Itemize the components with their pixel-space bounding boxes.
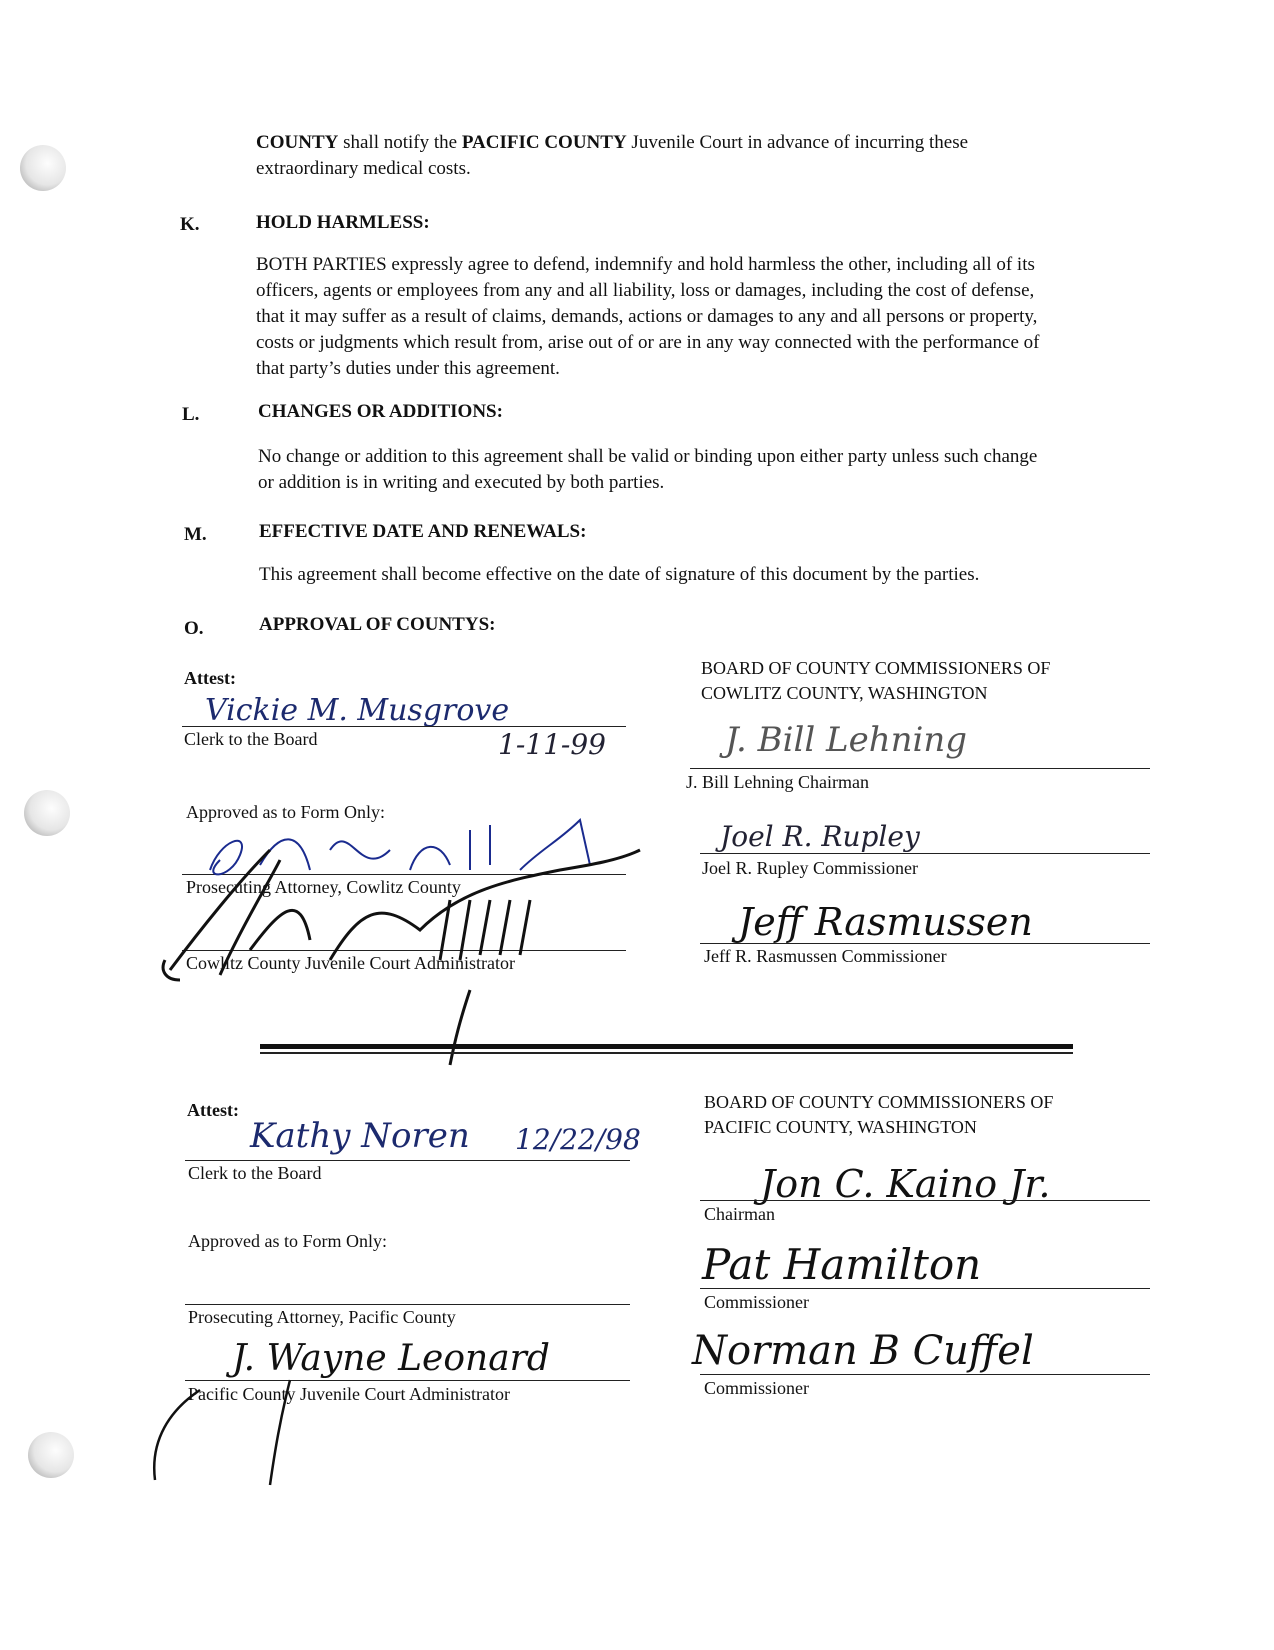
pacific-attest-label: Attest: <box>187 1100 239 1120</box>
punch-hole-middle <box>24 790 70 836</box>
cowlitz-chair-signature: J. Bill Lehning <box>725 720 968 760</box>
cowlitz-approved-label: Approved as to Form Only: <box>186 802 385 822</box>
pacific-comm1-signature: Pat Hamilton <box>702 1240 982 1289</box>
continuation-paragraph: COUNTY shall notify the PACIFIC COUNTY Juvenile Court in advance of incurring these extraordinary medical costs. <box>256 132 969 179</box>
punch-hole-bottom <box>28 1432 74 1478</box>
section-l-heading: CHANGES OR ADDITIONS: <box>258 401 503 422</box>
section-o-letter: O. <box>184 618 204 639</box>
pacific-approved-label: Approved as to Form Only: <box>188 1231 387 1251</box>
pacific-county-bold: PACIFIC COUNTY <box>461 132 627 153</box>
pacific-comm2-signature: Norman B Cuffel <box>692 1328 1034 1374</box>
pacific-juvenile-flourish-svg <box>140 1370 340 1490</box>
pacific-prosecutor-label: Prosecuting Attorney, Pacific County <box>188 1307 456 1327</box>
pacific-chair-line <box>700 1200 1150 1201</box>
county-bold: COUNTY <box>256 132 339 153</box>
section-m-heading: EFFECTIVE DATE AND RENEWALS: <box>259 521 587 542</box>
section-l-letter: L. <box>182 404 200 425</box>
pacific-chair-signature: Jon C. Kaino Jr. <box>760 1162 1051 1206</box>
cowlitz-chair-label: J. Bill Lehning Chairman <box>686 772 869 792</box>
pacific-juvenile-signature: J. Wayne Leonard <box>232 1338 550 1379</box>
cowlitz-attest-label: Attest: <box>184 668 236 688</box>
cowlitz-juvenile-label: Cowlitz County Juvenile Court Administrator <box>186 953 515 973</box>
cowlitz-clerk-signature: Vickie M. Musgrove <box>205 693 510 728</box>
pacific-board-line2: PACIFIC COUNTY, WASHINGTON <box>704 1117 977 1137</box>
pacific-clerk-label: Clerk to the Board <box>188 1163 322 1183</box>
pacific-clerk-line <box>185 1160 630 1161</box>
section-o-heading: APPROVAL OF COUNTYS: <box>259 614 496 635</box>
section-k-heading: HOLD HARMLESS: <box>256 212 430 233</box>
pacific-board-line1: BOARD OF COUNTY COMMISSIONERS OF <box>704 1092 1054 1112</box>
section-l-body: No change or addition to this agreement shall be valid or binding upon either party unless such change or addition is in writing and executed by both parties. <box>258 446 1038 493</box>
cowlitz-clerk-label: Clerk to the Board <box>184 729 318 749</box>
section-separator-thin <box>260 1052 1073 1054</box>
section-separator <box>260 1044 1073 1049</box>
pacific-juvenile-label: Pacific County Juvenile Court Administrator <box>188 1384 510 1404</box>
cowlitz-board-line1: BOARD OF COUNTY COMMISSIONERS OF <box>701 658 1051 678</box>
section-k-body: BOTH PARTIES expressly agree to defend, indemnify and hold harmless the other, including all of its officers, agents or employees from any and all liability, loss or damages, including the cost of defense, that it may suffer as a result of claims, demands, actions or damages to any and all persons or property, costs or judgments which result from, arise out of or are in any way connected with the performance of that party’s duties under this agreement. <box>256 254 1040 379</box>
section-m-body: This agreement shall become effective on the date of signature of this document by the parties. <box>259 564 980 585</box>
cowlitz-rupley-signature: Joel R. Rupley <box>720 820 920 853</box>
cowlitz-board-line2: COWLITZ COUNTY, WASHINGTON <box>701 683 988 703</box>
section-m-letter: M. <box>184 524 207 545</box>
pacific-comm2-line <box>700 1374 1150 1375</box>
pacific-clerk-date: 12/22/98 <box>515 1123 641 1156</box>
pacific-comm2-label: Commissioner <box>704 1378 810 1398</box>
cowlitz-clerk-line <box>182 726 626 727</box>
cowlitz-rasmussen-label: Jeff R. Rasmussen Commissioner <box>704 946 947 966</box>
cowlitz-rasmussen-line <box>700 943 1150 944</box>
cowlitz-rupley-label: Joel R. Rupley Commissioner <box>702 858 918 878</box>
pacific-clerk-signature: Kathy Noren <box>250 1116 470 1156</box>
cowlitz-rupley-line <box>700 853 1150 854</box>
punch-hole-top <box>20 145 66 191</box>
pacific-comm1-line <box>700 1288 1150 1289</box>
cowlitz-chair-line <box>690 768 1150 769</box>
pacific-chair-label: Chairman <box>704 1204 775 1224</box>
cowlitz-clerk-date: 1-11-99 <box>498 728 606 761</box>
cowlitz-left-signatures-svg <box>160 810 660 1070</box>
pacific-prosecutor-line <box>185 1304 630 1305</box>
cowlitz-rasmussen-signature: Jeff Rasmussen <box>738 900 1033 944</box>
cowlitz-prosecutor-label: Prosecuting Attorney, Cowlitz County <box>186 877 461 897</box>
pacific-comm1-label: Commissioner <box>704 1292 810 1312</box>
section-k-letter: K. <box>180 214 200 235</box>
